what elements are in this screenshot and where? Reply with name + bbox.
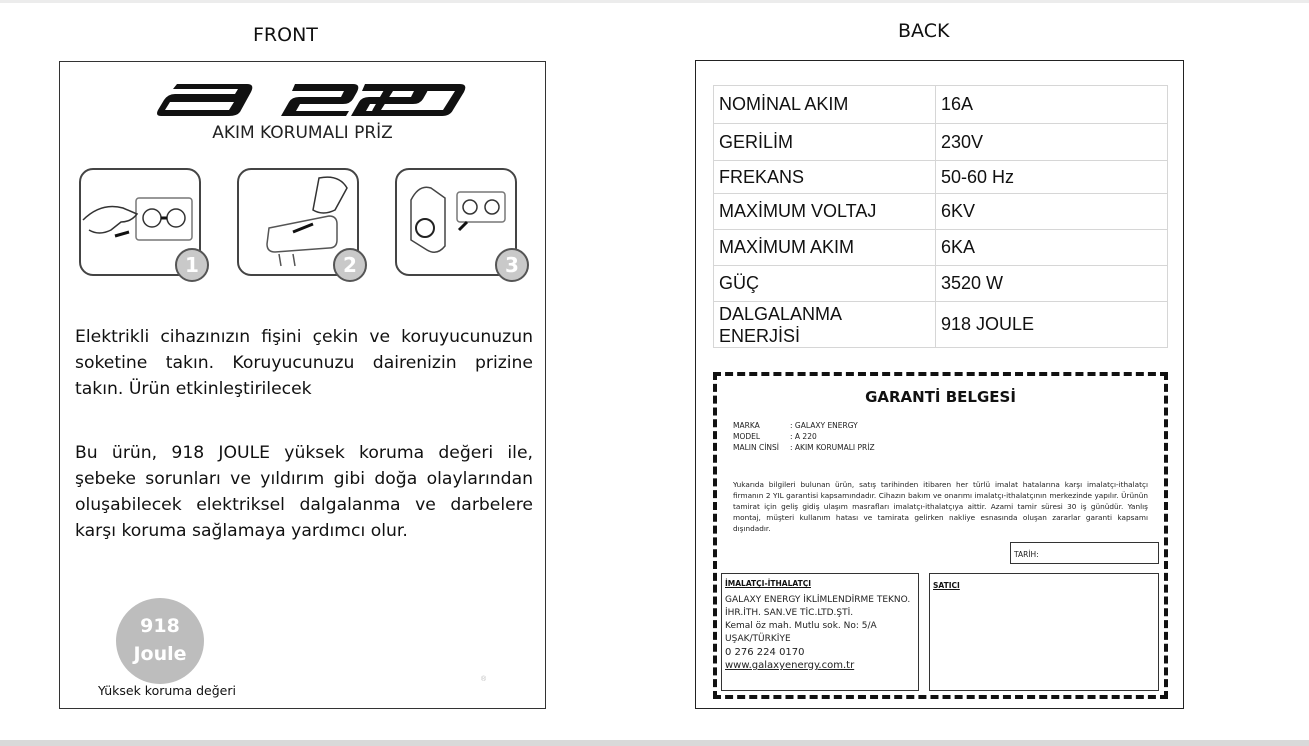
info-value: : AKIM KORUMALI PRİZ	[790, 443, 875, 452]
installation-steps	[79, 168, 529, 283]
step-2-number: 2	[333, 248, 367, 282]
step-3-number: 3	[495, 248, 529, 282]
seller-box[interactable]	[929, 573, 1159, 691]
spec-value: 6KA	[936, 230, 1168, 266]
spec-row	[714, 230, 1168, 266]
spec-row	[714, 194, 1168, 230]
info-row-model	[733, 431, 875, 442]
instructions-text: Elektrikli cihazınızın fişini çekin ve koruyucunuzun soketine takın. Koruyucunuzu dairenizin prizine takın. Ürün etkinleştirilecek	[75, 327, 533, 399]
info-label: MARKA	[733, 421, 760, 430]
spec-row	[714, 124, 1168, 161]
spec-label: FREKANS	[714, 161, 936, 194]
spec-value: 6KV	[936, 194, 1168, 230]
manufacturer-heading: İMALATÇI-İTHALATÇI	[725, 579, 811, 588]
spec-label: MAXİMUM VOLTAJ	[714, 194, 936, 230]
warranty-info	[733, 420, 875, 453]
spec-row	[714, 266, 1168, 302]
seller-heading: SATICI	[933, 581, 960, 590]
manufacturer-line: GALAXY ENERGY İKLİMLENDİRME TEKNO.	[725, 595, 911, 605]
front-panel	[59, 61, 546, 709]
badge-value: 918	[140, 615, 180, 637]
manufacturer-details	[725, 594, 918, 672]
a220-logo	[155, 82, 467, 118]
product-subtitle: AKIM KORUMALI PRİZ	[212, 123, 393, 143]
date-field[interactable]: TARİH:	[1010, 542, 1159, 564]
spec-value: 230V	[936, 124, 1168, 161]
manufacturer-box	[721, 573, 919, 691]
registered-mark: ®	[481, 676, 487, 683]
badge-caption: Yüksek koruma değeri	[98, 683, 236, 698]
top-edge	[0, 0, 1309, 3]
bottom-edge	[0, 740, 1309, 746]
spec-value: 16A	[936, 86, 1168, 124]
badge-unit: Joule	[133, 643, 187, 665]
manufacturer-line: İHR.İTH. SAN.VE TİC.LTD.ŞTİ.	[725, 608, 854, 618]
spec-label: MAXİMUM AKIM	[714, 230, 936, 266]
warranty-terms: Yukarıda bilgileri bulunan ürün, satış tarihinden itibaren her türlü imalat hatalarına karşı imalatçı-ithalatçı firmanın 2 YIL garantisi kapsamındadır. Cihazın bakım ve onarımı imalatçı-ithalatçının merkezinde yapılır. Ürünün tamirat için geliş gidiş ulaşım masrafları imalatçı-ithalatçıya aittir. Azami tamir süresi 30 iş günüdür. Yanlış montaj, müşteri kullanım hatası ve tamirata gelirken nakliye esnasında oluşan zararlar garanti kapsamı dışındadır.	[733, 480, 1148, 533]
spec-value: 3520 W	[936, 266, 1168, 302]
spec-label: NOMİNAL AKIM	[714, 86, 936, 124]
manufacturer-website-link[interactable]: www.galaxyenergy.com.tr	[725, 660, 855, 671]
spec-row	[714, 86, 1168, 124]
info-row-type	[733, 442, 875, 453]
spec-label: DALGALANMA ENERJİSİ	[714, 302, 936, 348]
spec-label: GERİLİM	[714, 124, 936, 161]
spec-value: 918 JOULE	[936, 302, 1168, 348]
manufacturer-line: UŞAK/TÜRKİYE	[725, 634, 791, 644]
manufacturer-phone: 0 276 224 0170	[725, 647, 805, 658]
back-heading: BACK	[898, 20, 950, 42]
front-heading: FRONT	[253, 24, 318, 46]
info-row-brand	[733, 420, 875, 431]
info-value: : GALAXY ENERGY	[790, 421, 858, 430]
manufacturer-line: Kemal öz mah. Mutlu sok. No: 5/A	[725, 621, 877, 631]
spec-row	[714, 161, 1168, 194]
warranty-certificate	[713, 372, 1168, 699]
warranty-title: GARANTİ BELGESİ	[865, 388, 1016, 406]
step-1-number: 1	[175, 248, 209, 282]
back-panel	[695, 60, 1184, 709]
joule-badge	[116, 598, 204, 684]
info-label: MODEL	[733, 432, 761, 441]
spec-value: 50-60 Hz	[936, 161, 1168, 194]
spec-label: GÜÇ	[714, 266, 936, 302]
info-label: MALIN CİNSİ	[733, 443, 780, 452]
info-value: : A 220	[790, 432, 817, 441]
specs-table	[713, 85, 1168, 348]
spec-row	[714, 302, 1168, 348]
description-text: Bu ürün, 918 JOULE yüksek koruma değeri ile, şebeke sorunları ve yıldırım gibi doğa olaylarından oluşabilecek elektriksel dalgalanma ve darbelere karşı koruma sağlamaya yardımcı olur.	[75, 443, 533, 541]
